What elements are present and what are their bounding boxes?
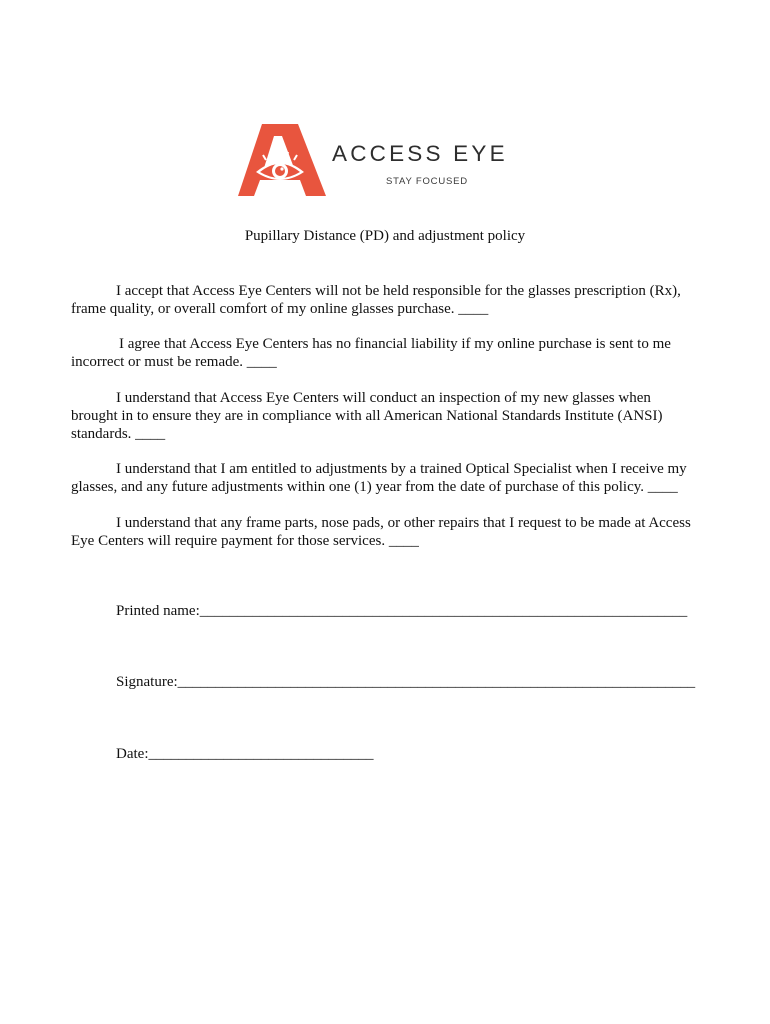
policy-paragraph-5: I understand that any frame parts, nose pads, or other repairs that I request to be made at Access Eye Centers will require payment for those services. ____ — [71, 515, 691, 549]
policy-paragraph-2: I agree that Access Eye Centers has no financial liability if my online purchase is sent to me incorrect or must be remade. ____ — [71, 336, 671, 370]
printed-name-field[interactable]: Printed name:_________________________________________________________________ — [116, 603, 688, 619]
brand-tagline: STAY FOCUSED — [386, 176, 468, 187]
policy-paragraph-3: I understand that Access Eye Centers will conduct an inspection of my new glasses when brought in to ensure they are in compliance with all American National Standards Institute (ANSI) standards. ____ — [71, 390, 663, 442]
access-eye-logo — [236, 122, 536, 202]
policy-paragraph-1: I accept that Access Eye Centers will not be held responsible for the glasses prescription (Rx), frame quality, or overall comfort of my online glasses purchase. ____ — [71, 283, 681, 317]
eye-letter-a-logo-icon — [236, 122, 328, 198]
policy-paragraph-4: I understand that I am entitled to adjustments by a trained Optical Specialist when I receive my glasses, and any future adjustments within one (1) year from the date of purchase of this policy. ____ — [71, 461, 687, 495]
document-title: Pupillary Distance (PD) and adjustment policy — [244, 228, 526, 244]
date-field[interactable]: Date:______________________________ — [116, 746, 374, 762]
signature-field[interactable]: Signature:_____________________________________________________________________ — [116, 674, 696, 690]
brand-name: ACCESS EYE — [332, 141, 508, 166]
